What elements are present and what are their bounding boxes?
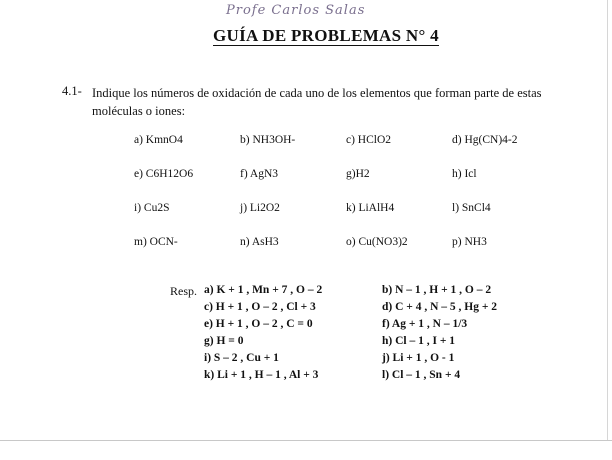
answer-f: f) Ag + 1 , N – 1/3 xyxy=(382,318,468,330)
item-i: i) Cu2S xyxy=(134,202,170,214)
answer-k: k) Li + 1 , H – 1 , Al + 3 xyxy=(204,369,319,381)
answer-a: a) K + 1 , Mn + 7 , O – 2 xyxy=(204,284,323,296)
answer-d: d) C + 4 , N – 5 , Hg + 2 xyxy=(382,301,498,313)
item-e: e) C6H12O6 xyxy=(134,168,194,180)
item-f: f) AgN3 xyxy=(240,168,279,180)
page-right-edge xyxy=(607,0,608,440)
answer-h: h) Cl – 1 , I + 1 xyxy=(382,335,456,347)
answers-label: Resp. xyxy=(170,284,197,298)
item-g: g)H2 xyxy=(346,168,370,180)
title-text: GUÍA DE PROBLEMAS N° 4 xyxy=(213,26,439,45)
question-line-1: Indique los números de oxidación de cada uno de los elementos que forman parte de estas xyxy=(92,86,542,100)
item-c: c) HClO2 xyxy=(346,134,392,146)
answer-b: b) N – 1 , H + 1 , O – 2 xyxy=(382,284,492,296)
item-k: k) LiAlH4 xyxy=(346,202,395,214)
question-number: 4.1- xyxy=(62,84,82,98)
author-signature: Profe Carlos Salas xyxy=(226,3,366,18)
question-text xyxy=(92,84,562,120)
item-a: a) KmnO4 xyxy=(134,134,183,146)
page-title xyxy=(0,26,612,46)
question-line-2: moléculas o iones: xyxy=(92,104,186,118)
answer-e: e) H + 1 , O – 2 , C = 0 xyxy=(204,318,313,330)
item-l: l) SnCl4 xyxy=(452,202,491,214)
item-d: d) Hg(CN)4-2 xyxy=(452,134,518,146)
answer-c: c) H + 1 , O – 2 , Cl + 3 xyxy=(204,301,316,313)
item-b: b) NH3OH- xyxy=(240,134,296,146)
item-n: n) AsH3 xyxy=(240,236,279,248)
item-j: j) Li2O2 xyxy=(240,202,280,214)
page-bottom-edge xyxy=(0,440,612,441)
item-h: h) Icl xyxy=(452,168,477,180)
item-p: p) NH3 xyxy=(452,236,487,248)
item-o: o) Cu(NO3)2 xyxy=(346,236,408,248)
answer-j: j) Li + 1 , O - 1 xyxy=(382,352,455,364)
answer-g: g) H = 0 xyxy=(204,335,244,347)
answer-i: i) S – 2 , Cu + 1 xyxy=(204,352,279,364)
answer-l: l) Cl – 1 , Sn + 4 xyxy=(382,369,461,381)
item-m: m) OCN- xyxy=(134,236,178,248)
